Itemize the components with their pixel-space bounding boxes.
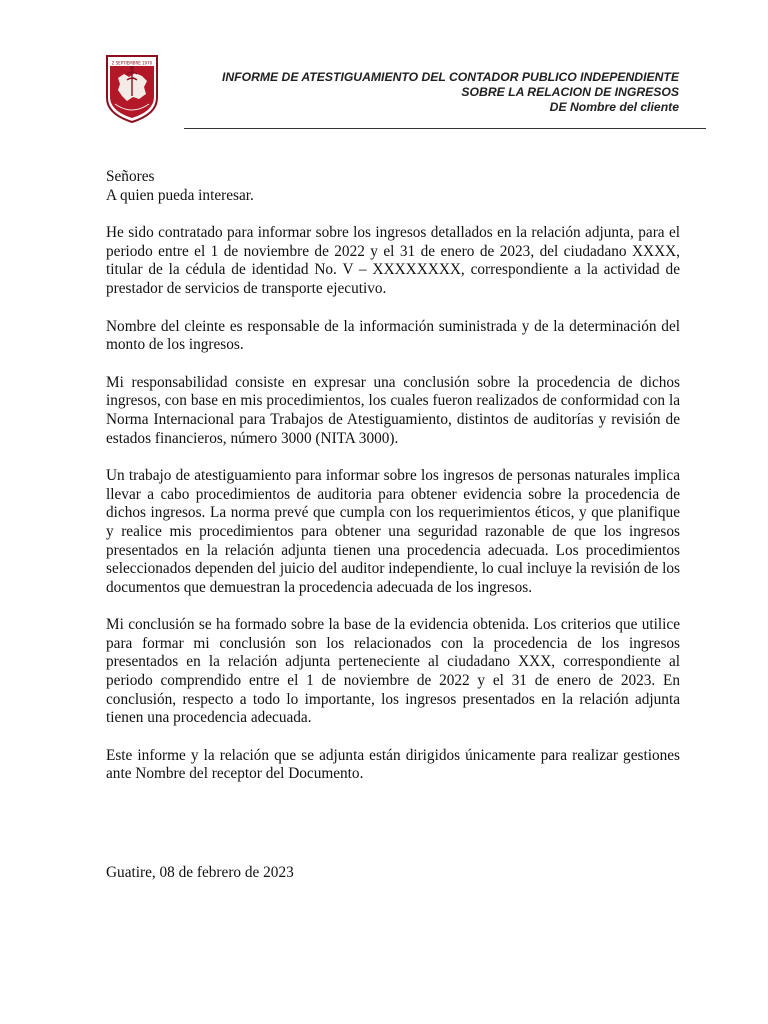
crest-seal-icon — [105, 54, 159, 124]
paragraph-responsibility-client: Nombre del cleinte es responsable de la información suministrada y de la determinación del monto de los ingresos. — [106, 317, 680, 354]
paragraph-conclusion: Mi conclusión se ha formado sobre la base de la evidencia obtenida. Los criterios que utilice para formar mi conclusión son los relacionados con la procedencia de los ingresos presentados en la relación adjunta perteneciente al ciudadano XXX, correspondiente al periodo comprendido entre el 1 de noviembre de 2022 y el 31 de enero de 2023. En conclusión, respecto a todo lo importante, los ingresos presentados en la relación adjunta tienen una procedencia adecuada. — [106, 616, 680, 727]
salutation-line-2: A quien pueda interesar. — [106, 186, 254, 204]
header-title-line-3: DE Nombre del cliente — [549, 100, 679, 114]
paragraph-restriction: Este informe y la relación que se adjunta están dirigidos únicamente para realizar gestiones ante Nombre del receptor del Documento. — [106, 746, 680, 783]
letter-body — [106, 168, 680, 784]
seal-text: 2 SEPTIEMBRE 1970 — [111, 60, 153, 66]
header-title-line-2: SOBRE LA RELACION DE INGRESOS — [461, 85, 679, 99]
report-header — [159, 70, 679, 115]
place-date: Guatire, 08 de febrero de 2023 — [106, 864, 294, 881]
salutation-line-1: Señores — [106, 168, 155, 185]
header-title-line-1: INFORME DE ATESTIGUAMIENTO DEL CONTADOR PUBLICO INDEPENDIENTE — [221, 70, 679, 84]
paragraph-procedures: Un trabajo de atestiguamiento para informar sobre los ingresos de personas naturales implica llevar a cabo procedimientos de auditoria para obtener evidencia sobre la procedencia de dichos ingresos. La norma prevé que cumpla con los requerimientos éticos, y que planifique y realice mis procedimientos para obtener una seguridad razonable de que los ingresos presentados en la relación adjunta tienen una procedencia adecuada. Los procedimientos seleccionados dependen del juicio del auditor independiente, lo cual incluye la revisión de los documentos que demuestran la procedencia adecuada de los ingresos. — [106, 467, 680, 596]
paragraph-engagement: He sido contratado para informar sobre los ingresos detallados en la relación adjunta, para el periodo entre el 1 de noviembre de 2022 y el 31 de enero de 2023, del ciudadano XXXX, titular de la cédula de identidad No. V – XXXXXXXX, correspondiente a la actividad de prestador de servicios de transporte ejecutivo. — [106, 224, 680, 297]
header-divider — [184, 128, 706, 129]
paragraph-responsibility-accountant: Mi responsabilidad consiste en expresar una conclusión sobre la procedencia de dichos ingresos, con base en mis procedimientos, los cuales fueron realizados de conformidad con la Norma Internacional para Trabajos de Atestiguamiento, distintos de auditorías y revisión de estados financieros, número 3000 (NITA 3000). — [106, 373, 680, 447]
